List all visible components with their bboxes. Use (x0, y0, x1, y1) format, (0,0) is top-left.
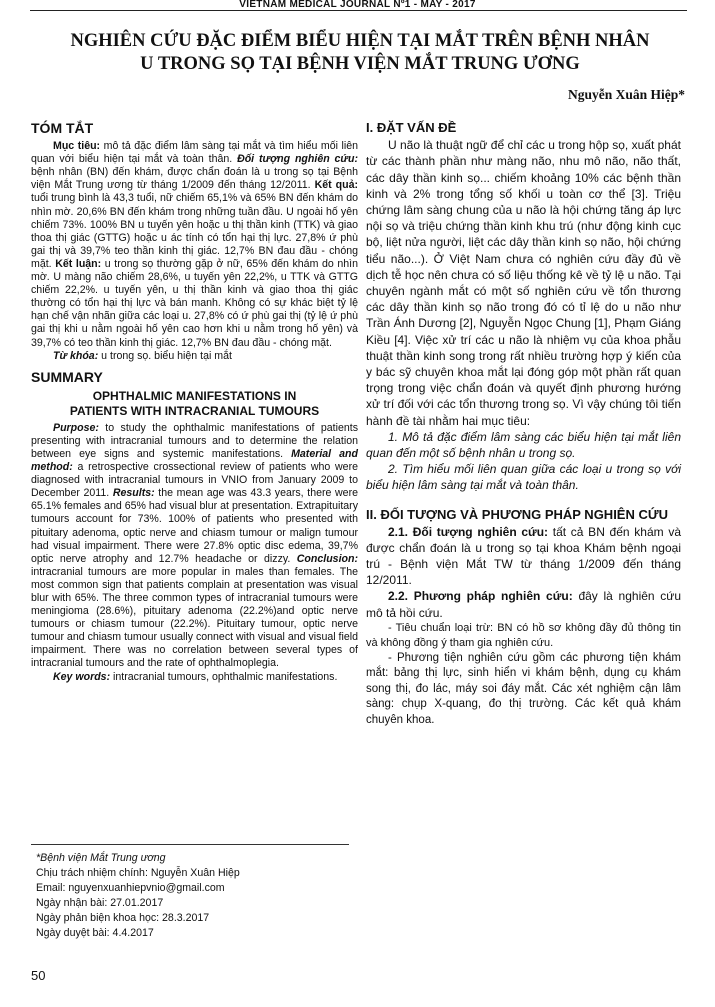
section-2-2 (366, 588, 681, 620)
doi-tuong-text: bệnh nhân (BN) đến khám, được chẩn đoán là u trong sọ tại Bệnh viện Mắt Trung ương từ tháng 1/2009 đến tháng 12/2011. (31, 166, 358, 192)
muc-tieu-text: mô tả đặc điểm lâm sàng tại mắt và tìm hiểu mối liên quan với biểu hiện tại mắt và toàn thân. (31, 140, 358, 166)
author-name: Nguyễn Xuân Hiệp* (567, 87, 685, 102)
footnote-affiliation: *Bệnh viện Mắt Trung ương (36, 852, 166, 864)
tu-khoa-paragraph (31, 350, 358, 363)
tom-tat-heading: TÓM TẮT (31, 120, 94, 136)
summary-title-line-2: PATIENTS WITH INTRACRANIAL TUMOURS (69, 403, 320, 418)
section-2-1-text: tất cả BN đến khám và được chẩn đoán là u trong sọ tại khoa Khám bệnh ngoại trú - Bệnh viện Mắt TW từ tháng 1/2009 đến tháng 12/2011. (366, 524, 682, 588)
section-2-2-text: đây là nghiên cứu mô tả hồi cứu. (366, 589, 682, 620)
intro-paragraph: U não là thuật ngữ để chỉ các u trong hộp sọ, xuất phát từ các thành phần như màng não, nhu mô não, não thất, các dây thần kinh sọ... chiếm khoảng 10% các bệnh thần kinh và 2% trong tổng số khối u toàn cơ thể [3]. Triệu chứng lâm sàng chung của u não là hội chứng tăng áp lực nội sọ và triệu chứng thần kinh khu trú (như động kinh cục bộ, liệt nửa người, liệt các dây thần kinh sọ não, hội chứng tiểu não...). Ở Việt Nam chưa có nghiên cứu đầy đủ về dịch tễ học nên chưa có số liệu thống kê về tỷ lệ u não. Tại chuyên ngành mắt có một số nghiên cứu về tổn thương các dây thần kinh sọ não trong đó có tỉ lệ do u não như Trần Ánh Dương [2], Nguyễn Ngọc Chung [1], Phạm Giáng Kiều [4]. Việc xử trí các u não là nhiệm vụ của khoa phẫu thuật thần kinh song trong rất nhiều trường hợp ý kiến của y bác sỹ chuyên khoa mắt lại đóng góp một phần rất quan trọng trong việc chẩn đoán và quyết định phương hướng xử trí đối với các tổn thương trong sọ. Vì vậy chúng tôi tiến hành đề tài nhằm hai mục tiêu: (366, 138, 681, 428)
title-line-2: U TRONG SỌ TẠI BỆNH VIỆN MẮT TRUNG ƯƠNG (140, 54, 580, 74)
ket-qua-text: tuổi trung bình là 43,3 tuổi, nữ chiếm 65,1% và 65% BN đến khám do nhìn mờ. 20,6% BN đến khám trong những tuần đầu. U ngoài hố yên chiếm 73%. 100% BN u tuyến yên hoặc u thị thần kinh (TTK) và giao thoa thị giác (GTTG) hoặc u ác tính có tổn hại thị lực. 27,8% ứ phù gai thị và 39,7% teo thần kinh thị giác. 12,7% BN đau đầu - chóng mặt. (31, 192, 358, 270)
tu-khoa-text: u trong sọ. biểu hiện tại mắt (98, 349, 232, 362)
keywords-paragraph (31, 671, 358, 684)
intro-heading: I. ĐẶT VẤN ĐỀ (366, 120, 457, 135)
footnotes (36, 851, 240, 941)
keywords-text: intracranial tumours, ophthalmic manifestations. (110, 670, 338, 683)
material-text: a retrospective crossectional review of patients who were diagnosed with intracranial tumours in VNIO from January 2009 to December 2011. (31, 461, 358, 500)
right-column (366, 111, 681, 728)
conclusion-label: Conclusion: (296, 552, 358, 565)
research-means: - Phương tiện nghiên cứu gồm các phương tiện khám mắt: bảng thị lực, sinh hiển vi khám bệnh, dụng cụ khám song thị, đo lác, máy soi đáy mắt. Các xét nghiệm cận lâm sàng: chụp X-quang, đo thị trường. Các kết quả khám chuyên khoa. (366, 651, 681, 726)
purpose-text: to study the ophthalmic manifestations of patients presenting with intracranial tumours and to determine the relation between eye signs and systemic manifestations. (31, 421, 358, 460)
section-2-1 (366, 524, 681, 589)
title-line-1: NGHIÊN CỨU ĐẶC ĐIỂM BIỂU HIỆN TẠI MẮT TRÊN BỆNH NHÂN (70, 31, 650, 51)
objective-1: 1. Mô tả đặc điểm lâm sàng các biểu hiện tại mắt liên quan đến một số bệnh nhân u trong sọ. (366, 429, 681, 460)
exclusion-criteria: - Tiêu chuẩn loại trừ: BN có hồ sơ không đầy đủ thông tin và không đồng ý tham gia nghiên cứu. (366, 621, 681, 649)
tom-tat-paragraph (31, 140, 358, 350)
summary-heading: SUMMARY (31, 368, 103, 385)
footnote-reviewed: Ngày phản biện khoa học: 28.3.2017 (36, 912, 210, 924)
left-column (31, 118, 358, 684)
results-label: Results: (112, 487, 155, 500)
page-number: 50 (31, 968, 46, 983)
summary-title-line-1: OPHTHALMIC MANIFESTATIONS IN (92, 388, 297, 403)
journal-header: VIETNAM MEDICAL JOURNAL Nº1 - MAY - 2017 (239, 0, 476, 10)
conclusion-text: intracranial tumours are more popular in males than females. The most common sign that patients complain at presentation was visual blur with 65%. The three common types of intracranial tumours were meningioma (28.6%), pituitary adenoma (22.2%)and optic nerve tumours or chiasm tumour (22.2%). Pituitary tumour, optic nerve tumour and chiasm tumour usually connect with visual and visual field impairment. There was no correlation between several types of intracranial tumours and the rate of ophthalmoplegia. (31, 565, 358, 670)
footnote-responsible: Chịu trách nhiệm chính: Nguyễn Xuân Hiệp (36, 867, 240, 879)
footnote-accepted: Ngày duyệt bài: 4.4.2017 (36, 927, 154, 939)
results-text: the mean age was 43.3 years, there were 65.1% females and 65% had visual blur at presentation. Extrapituitary tumours account for 73%. 100% of patients who presented with pituitary adenoma, optic nerve and chiasm tumour or malign tumour had visual impairment. There were 27.8% optic disc edema, 39,7% optic nerve atrophy and 12.7% headache or dizzy. (31, 487, 358, 565)
ket-luan-label: Kết luận: (55, 257, 102, 270)
article-title (40, 30, 680, 76)
keywords-label: Key words: (53, 670, 111, 683)
footnote-rule (31, 844, 349, 845)
ket-luan-text: u trong sọ thường gặp ở nữ, 65% đến khám do nhìn mờ. U màng não chiếm 28,6%, u tuyến yên 22,2%, u TTK và GTTG chiếm 22,2%. u tuyến yên, u thị thần kinh và giao thoa thị giác thường có tổn hại thị lực và bán manh. Không có sự khác biệt tỷ lệ hạn chế vận nhãn giữa các loại u. 27,8% có ứ phù gai thị (tỷ lệ ứ phù gai thị khi u nằm ngoài hố yên cao hơn khi u nằm trong hố yên) và 39,7% có teo thần kinh thị giác. 12,7% BN đau đầu - chóng mặt. (31, 257, 358, 349)
ket-qua-label: Kết quả: (314, 179, 358, 192)
tu-khoa-label: Từ khóa: (53, 349, 99, 362)
summary-title (31, 389, 358, 419)
doi-tuong-label: Đối tượng nghiên cứu: (237, 153, 358, 166)
purpose-label: Purpose: (53, 421, 99, 434)
material-label: Material and method: (31, 447, 358, 474)
footnote-received: Ngày nhận bài: 27.01.2017 (36, 897, 164, 909)
methods-heading: II. ĐỐI TƯỢNG VÀ PHƯƠNG PHÁP NGHIÊN CỨU (366, 506, 669, 522)
header-rule (30, 10, 687, 11)
summary-paragraph (31, 422, 358, 671)
section-2-2-label: 2.2. Phương pháp nghiên cứu: (388, 589, 573, 604)
muc-tieu-label: Mục tiêu: (53, 140, 101, 153)
section-2-1-label: 2.1. Đối tượng nghiên cứu: (388, 524, 549, 539)
footnote-email: Email: nguyenxuanhiepvnio@gmail.com (36, 882, 225, 894)
objective-2: 2. Tìm hiểu mối liên quan giữa các loại u trong sọ với biểu hiện lâm sàng tại mắt và toàn thân. (366, 462, 681, 493)
